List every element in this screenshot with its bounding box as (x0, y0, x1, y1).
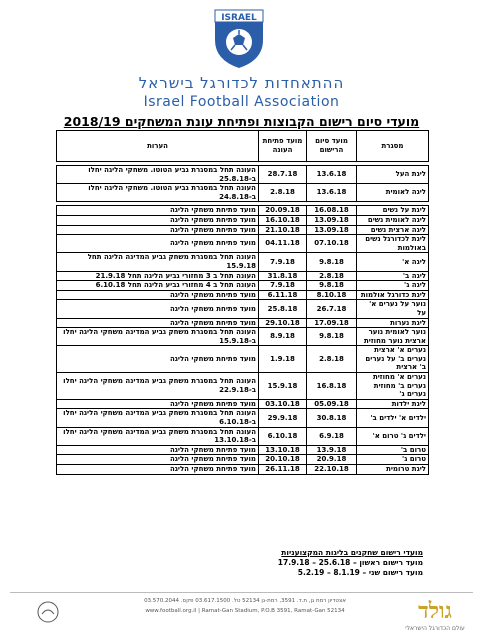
cell-notes: העונה תחל במסגרת משחק גביע המדינה משחקי הליגה יחלו ב-13.10.18 (57, 427, 259, 445)
cell-framework: טרום ג' (357, 455, 429, 465)
cell-season-open: 20.10.18 (259, 455, 307, 465)
cell-season-open: 16.10.18 (259, 215, 307, 225)
table-row (57, 184, 429, 202)
cell-reg-end: 9.8.18 (307, 328, 357, 346)
cell-season-open: 31.8.18 (259, 271, 307, 281)
page-title: מועדי סיום רישום הקבוצות ופתיחת עונת המשחקים 2018/19 (63, 114, 420, 129)
cell-notes: העונה תחל ב 3 מחזורי גביע הליגה תחל 21.9.18 (57, 271, 259, 281)
cell-reg-end: 6.9.18 (307, 427, 357, 445)
footer-address-he: אצטדיון רמת גן, ת.ד. 3591, רמת-גן 52134 טל. 03.617.1500 פקס. 03.570.2044 (144, 598, 346, 604)
cell-framework: נערים א' ארצית נערים ב' על נערים ב' ארצית (357, 346, 429, 373)
cell-reg-end: 26.7.18 (307, 300, 357, 318)
cell-reg-end: 13.6.18 (307, 184, 357, 202)
footer-address-en: www.football.org.il | Ramat-Gan Stadium, P.O.B 3591, Ramat-Gan 52134 (145, 608, 345, 614)
table-row (57, 455, 429, 465)
org-name-en: Israel Football Association (143, 94, 340, 110)
cell-framework: ילדים ג' טרום א' (357, 427, 429, 445)
org-name-he: ההתאחדות לכדורגל בישראל (138, 74, 345, 92)
cell-notes: מועד פתיחת משחקי הליגה (57, 206, 259, 216)
cell-reg-end: 20.9.18 (307, 455, 357, 465)
table-row (57, 206, 429, 216)
cell-framework: ליגה ג' (357, 281, 429, 291)
cell-framework: ליגת טרומית (357, 465, 429, 475)
header-reg-end: מועד סיום הרישום (307, 131, 357, 162)
cell-framework: ליגת על נשים (357, 206, 429, 216)
cell-notes: העונה תחל במסגרת משחק גביע המדינה משחקי הליגה יחלו ב-6.10.18 (57, 409, 259, 427)
table-row (57, 290, 429, 300)
emblem-text: ISRAEL (221, 13, 257, 23)
cell-season-open: 29.10.18 (259, 318, 307, 328)
cell-reg-end: 07.10.18 (307, 235, 357, 253)
table-row (57, 253, 429, 271)
table-header-row (57, 131, 429, 162)
table-row (57, 235, 429, 253)
cell-notes: העונה תחל ב 4 מחזורי גביע הליגה תחל 6.10.18 (57, 281, 259, 291)
cell-season-open: 15.9.18 (259, 373, 307, 400)
table-row (57, 465, 429, 475)
table-row (57, 215, 429, 225)
table-row (57, 281, 429, 291)
cell-season-open: 8.9.18 (259, 328, 307, 346)
cell-season-open: 7.9.18 (259, 281, 307, 291)
cell-notes: מועד פתיחת משחקי הליגה (57, 455, 259, 465)
table-row (57, 300, 429, 318)
cell-season-open: 21.10.18 (259, 225, 307, 235)
notes-line-1: מועד רישום ראשון – 25.6.18 – 17.9.18 (277, 558, 423, 567)
schedule-table (56, 130, 429, 475)
player-registration-notes (278, 548, 423, 578)
cell-reg-end: 13.6.18 (307, 166, 357, 184)
cell-reg-end: 30.8.18 (307, 409, 357, 427)
cell-reg-end: 22.10.18 (307, 465, 357, 475)
cell-season-open: 28.7.18 (259, 166, 307, 184)
cell-reg-end: 8.10.18 (307, 290, 357, 300)
cell-notes: מועד פתיחת משחקי הליגה (57, 225, 259, 235)
cell-framework: ליגת כדורגל אולמות (357, 290, 429, 300)
cell-framework: ליגה לאומית (357, 184, 429, 202)
cell-notes: העונה תחל במסגרת משחק גביע המדינה הליגה תחל 15.9.18 (57, 253, 259, 271)
cell-season-open: 03.10.18 (259, 399, 307, 409)
sponsor-subtitle: עולם הכדורגל הישראלי (405, 625, 465, 632)
cell-notes: מועד פתיחת משחקי הליגה (57, 465, 259, 475)
cell-notes: העונה תחל במסגרת משחק גביע המדינה משחקי הליגה יחלו ב-22.9.18 (57, 373, 259, 400)
cell-reg-end: 2.8.18 (307, 271, 357, 281)
table-row (57, 225, 429, 235)
cell-season-open: 20.09.18 (259, 206, 307, 216)
table-row (57, 373, 429, 400)
cell-reg-end: 2.8.18 (307, 346, 357, 373)
footer-divider (10, 592, 473, 593)
table-row (57, 271, 429, 281)
ifa-emblem-icon (211, 6, 267, 70)
cell-notes: מועד פתיחת משחקי הליגה (57, 318, 259, 328)
table-row (57, 328, 429, 346)
cell-notes: מועד פתיחת משחקי הליגה (57, 235, 259, 253)
cell-framework: ליגת נערות (357, 318, 429, 328)
cell-notes: מועד פתיחת משחקי הליגה (57, 399, 259, 409)
cell-notes: מועד פתיחת משחקי הליגה (57, 445, 259, 455)
cell-notes: מועד פתיחת משחקי הליגה (57, 290, 259, 300)
cell-framework: ילדים א' ילדים ב' (357, 409, 429, 427)
notes-line-2: מועד רישום שני – 8.1.19 – 5.2.19 (297, 568, 423, 577)
cell-framework: ליגה א' (357, 253, 429, 271)
header-framework: מסגרת (357, 131, 429, 162)
cell-reg-end: 05.09.18 (307, 399, 357, 409)
cell-reg-end: 17.09.18 (307, 318, 357, 328)
cell-framework: ליגה לאומית נשים (357, 215, 429, 225)
cell-reg-end: 13.09.18 (307, 215, 357, 225)
cell-season-open: 04.11.18 (259, 235, 307, 253)
cell-reg-end: 9.8.18 (307, 281, 357, 291)
cell-notes: העונה תחל במסגרת גביע הטוטו. משחקי הליגה יחלו ב-24.8.18 (57, 184, 259, 202)
cell-framework: ליגת ילדות (357, 399, 429, 409)
footer-emblem-icon (36, 600, 60, 624)
table-row (57, 399, 429, 409)
cell-framework: נוער לאומית נוער ארצית נוער מחוזית (357, 328, 429, 346)
cell-reg-end: 13.09.18 (307, 225, 357, 235)
cell-framework: ליגת לכדורגל נשים באולמות (357, 235, 429, 253)
header-notes: הערות (57, 131, 259, 162)
table-row (57, 409, 429, 427)
cell-notes: מועד פתיחת משחקי הליגה (57, 346, 259, 373)
cell-notes: מועד פתיחת משחקי הליגה (57, 215, 259, 225)
cell-season-open: 1.9.18 (259, 346, 307, 373)
cell-reg-end: 13.9.18 (307, 445, 357, 455)
cell-framework: ליגה ב' (357, 271, 429, 281)
cell-season-open: 13.10.18 (259, 445, 307, 455)
cell-framework: ליגה ארצית נשים (357, 225, 429, 235)
table-row (57, 166, 429, 184)
cell-season-open: 29.9.18 (259, 409, 307, 427)
cell-framework: נוער על נערים א' על (357, 300, 429, 318)
header (0, 4, 483, 132)
table-row (57, 445, 429, 455)
cell-season-open: 6.11.18 (259, 290, 307, 300)
cell-reg-end: 9.8.18 (307, 253, 357, 271)
table-row (57, 346, 429, 373)
cell-framework: נערים א' מחוזית נערים ב' מחוזית נערים ג' (357, 373, 429, 400)
cell-notes: העונה תחל במסגרת משחק גביע המדינה משחקי הליגה יחלו ב-15.9.18 (57, 328, 259, 346)
sponsor-logo (395, 598, 475, 636)
cell-reg-end: 16.08.18 (307, 206, 357, 216)
cell-framework: טרום ב' (357, 445, 429, 455)
cell-season-open: 2.8.18 (259, 184, 307, 202)
cell-season-open: 7.9.18 (259, 253, 307, 271)
cell-notes: העונה תחל במסגרת גביע הטוטו. משחקי הליגה יחלו ב-25.8.18 (57, 166, 259, 184)
table-row (57, 427, 429, 445)
sponsor-name: גולד (418, 598, 452, 624)
notes-title: מועדי רישום שחקנים בליגות המקצועניות (281, 548, 423, 557)
cell-season-open: 26.11.18 (259, 465, 307, 475)
cell-season-open: 25.8.18 (259, 300, 307, 318)
header-season-open: מועד פתיחת העונה (259, 131, 307, 162)
cell-reg-end: 16.8.18 (307, 373, 357, 400)
cell-season-open: 6.10.18 (259, 427, 307, 445)
table-row (57, 318, 429, 328)
cell-framework: ליגת העל (357, 166, 429, 184)
cell-notes: מועד פתיחת משחקי הליגה (57, 300, 259, 318)
